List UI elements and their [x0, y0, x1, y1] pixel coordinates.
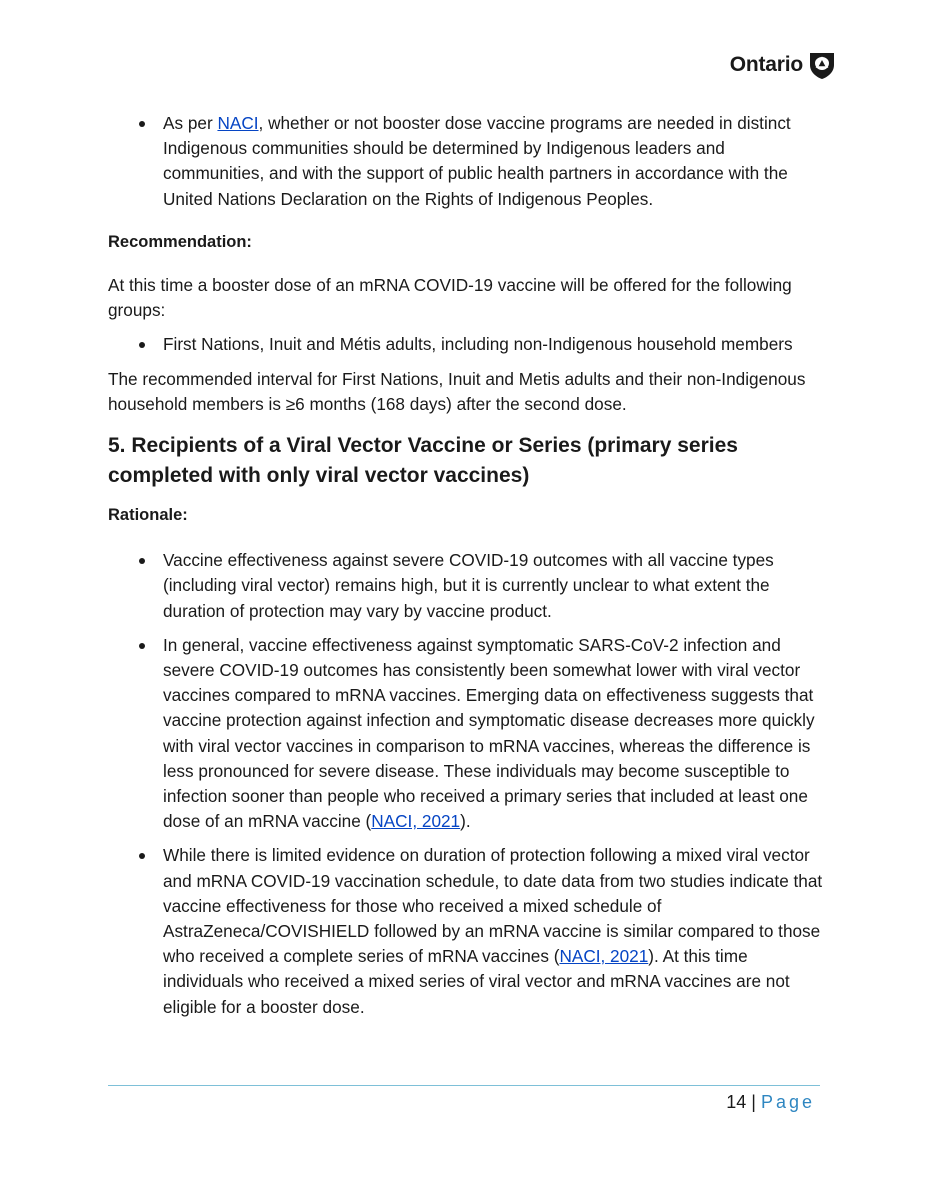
recommendation-list: [108, 332, 828, 357]
list-item: First Nations, Inuit and Métis adults, including non-Indigenous household members: [108, 332, 828, 357]
naci-2021-link[interactable]: NACI, 2021: [559, 946, 649, 967]
logo-text: Ontario: [729, 53, 803, 76]
ontario-logo: [730, 50, 837, 80]
section-5-heading: 5. Recipients of a Viral Vector Vaccine or Series (primary series completed with only viral vector vaccines): [108, 434, 738, 488]
list-item: Vaccine effectiveness against severe COVID-19 outcomes with all vaccine types (including viral vector) remains high, but it is currently unclear to what extent the duration of protection may vary by vaccine product.: [108, 548, 828, 624]
ontario-trillium-icon: [807, 50, 837, 80]
bullet-text: , whether or not booster dose vaccine programs are needed in distinct Indigenous communities should be determined by Indigenous leaders and communities, and with the support of public health partners in accordance with the United Nations Declaration on the Rights of Indigenous Peoples.: [163, 113, 791, 209]
bullet-text: As per: [163, 113, 218, 133]
page-number: [726, 1092, 815, 1113]
bullet-text: In general, vaccine effectiveness against symptomatic SARS-CoV-2 infection and severe COVID-19 outcomes has consistently been somewhat lower with viral vector vaccines compared to mRNA vaccines. Emerging data on effectiveness suggests that vaccine protection against infection and symptomatic disease decreases more quickly with viral vector vaccines in comparison to mRNA vaccines, whereas the difference is less pronounced for severe disease. These individuals may become susceptible to infection sooner than people who received a primary series that included at least one dose of an mRNA vaccine (: [163, 634, 815, 832]
page-content: [108, 111, 828, 1029]
bullet-text: While there is limited evidence on duration of protection following a mixed viral vector and mRNA COVID-19 vaccination schedule, to date data from two studies indicate that vaccine effectiveness for those who received a mixed schedule of AstraZeneca/COVISHIELD followed by an mRNA vaccine is similar compared to those who received a complete series of mRNA vaccines (: [163, 845, 823, 967]
bullet-text: ). At this time individuals who received a mixed series of viral vector and mRNA vaccines are not eligible for a booster dose.: [163, 946, 790, 1017]
list-item: [108, 633, 828, 835]
rationale-heading: Rationale:: [108, 506, 188, 525]
top-bullet-list: [108, 111, 828, 212]
page-label: Page: [760, 1092, 815, 1112]
page-number-value: 14: [726, 1092, 747, 1112]
list-item: [108, 111, 828, 212]
recommendation-heading: Recommendation:: [108, 232, 252, 251]
page-number-separator: |: [751, 1092, 756, 1112]
rationale-list: [108, 548, 828, 1020]
naci-2021-link[interactable]: NACI, 2021: [371, 811, 461, 832]
footer-divider: [108, 1085, 820, 1086]
bullet-text: ).: [460, 811, 471, 832]
recommended-interval: The recommended interval for First Nations, Inuit and Metis adults and their non-Indigenous household members is ≥6 months (168 days) after the second dose.: [108, 368, 806, 414]
recommendation-intro: At this time a booster dose of an mRNA COVID-19 vaccine will be offered for the following groups:: [108, 275, 792, 321]
list-item: [108, 843, 828, 1019]
naci-link[interactable]: NACI: [217, 113, 259, 133]
